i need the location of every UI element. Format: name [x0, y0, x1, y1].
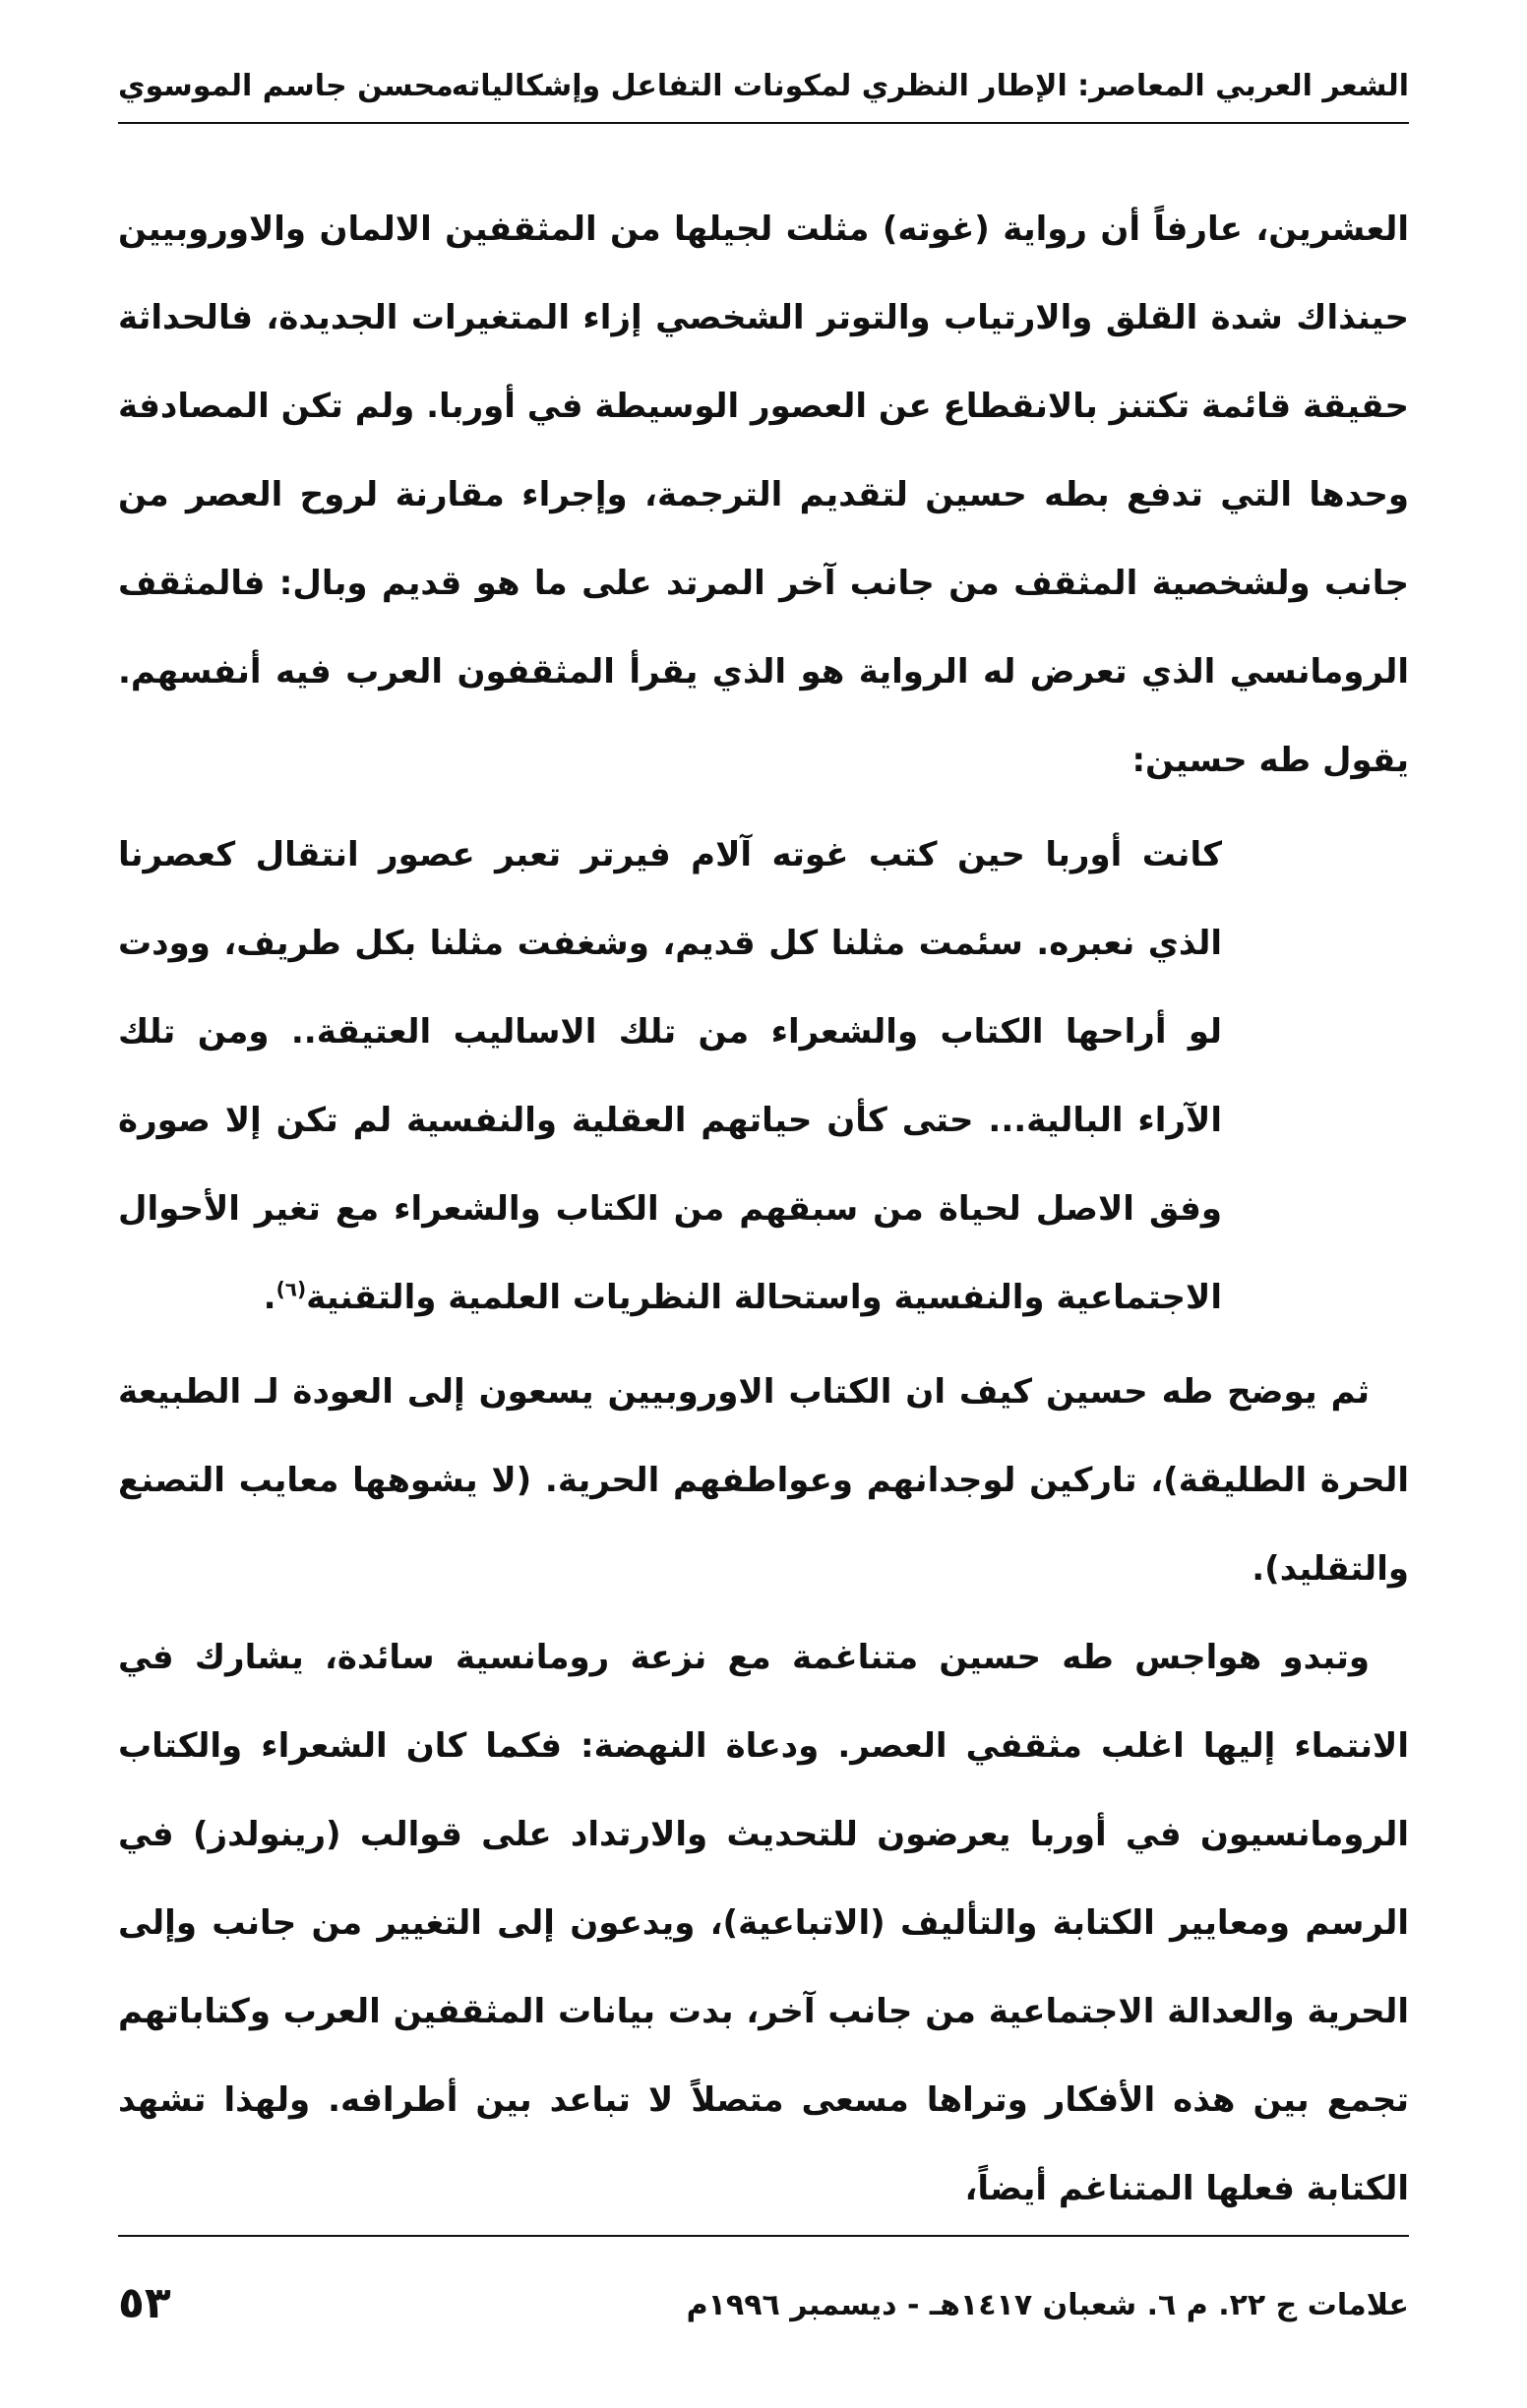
footnote-reference: (٦): [275, 1277, 307, 1301]
quote-end: .: [263, 1278, 276, 1317]
block-quote: [118, 811, 1222, 1342]
page-footer: [118, 2278, 1409, 2357]
paragraph-1: العشرين، عارفاً أن رواية (غوته) مثلت لجيلها من المثقفين الالمان والاوروبيين حينذاك شدة القلق والارتياب والتوتر الشخصي إزاء المتغيرات الجديدة، فالحداثة حقيقة قائمة تكتنز بالانقطاع عن العصور الوسيطة في أوربا. ولم تكن المصادفة وحدها التي تدفع بطه حسين لتقديم الترجمة، وإجراء مقارنة لروح العصر من جانب ولشخصية المثقف من جانب آخر المرتد على ما هو قديم وبال: فالمثقف الرومانسي الذي تعرض له الرواية هو الذي يقرأ المثقفون العرب فيه أنفسهم. يقول طه حسين:: [118, 210, 1409, 780]
article-body: [118, 185, 1409, 2233]
running-header: [118, 57, 1409, 116]
journal-citation: علامات ج ٢٢. م ٦. شعبان ١٤١٧هـ - ديسمبر ١٩٩٦م: [686, 2288, 1409, 2322]
quote-text: كانت أوربا حين كتب غوته آلام فيرتر تعبر عصور انتقال كعصرنا الذي نعبره. سئمت مثلنا كل قديم، وشغفت مثلنا بكل طريف، وودت لو أراحها الكتاب والشعراء من تلك الاساليب العتيقة.. ومن تلك الآراء البالية... حتى كأن حياتهم العقلية والنفسية لم تكن إلا صورة وفق الاصل لحياة من سبقهم من الكتاب والشعراء مع تغير الأحوال الاجتماعية والنفسية واستحالة النظريات العلمية والتقنية: [118, 835, 1222, 1317]
article-title: الشعر العربي المعاصر: الإطار النظري لمكونات التفاعل وإشكالياته: [451, 69, 1409, 103]
author-name: محسن جاسم الموسوي: [118, 69, 454, 103]
page-number: ٥٣: [118, 2278, 171, 2328]
quote-paragraph: [118, 811, 1222, 1342]
footer-divider: [118, 2235, 1409, 2237]
header-divider: [118, 122, 1409, 124]
paragraph-2: ثم يوضح طه حسين كيف ان الكتاب الاوروبيين يسعون إلى العودة لـ الطبيعة الحرة الطليقة)، تاركين لوجدانهم وعواطفهم الحرية. (لا يشوهها معايب التصنع والتقليد).: [118, 1372, 1409, 1589]
paragraph-3: وتبدو هواجس طه حسين متناغمة مع نزعة رومانسية سائدة، يشارك في الانتماء إليها اغلب مثقفي العصر. ودعاة النهضة: فكما كان الشعراء والكتاب الرومانسيون في أوربا يعرضون للتحديث والارتداد على قوالب (رينولدز) في الرسم ومعايير الكتابة والتأليف (الاتباعية)، ويدعون إلى التغيير من جانب وإلى الحرية والعدالة الاجتماعية من جانب آخر، بدت بيانات المثقفين العرب وكتاباتهم تجمع بين هذه الأفكار وتراها مسعى متصلاً لا تباعد بين أطرافه. ولهذا تشهد الكتابة فعلها المتناغم أيضاً،: [118, 1638, 1409, 2208]
